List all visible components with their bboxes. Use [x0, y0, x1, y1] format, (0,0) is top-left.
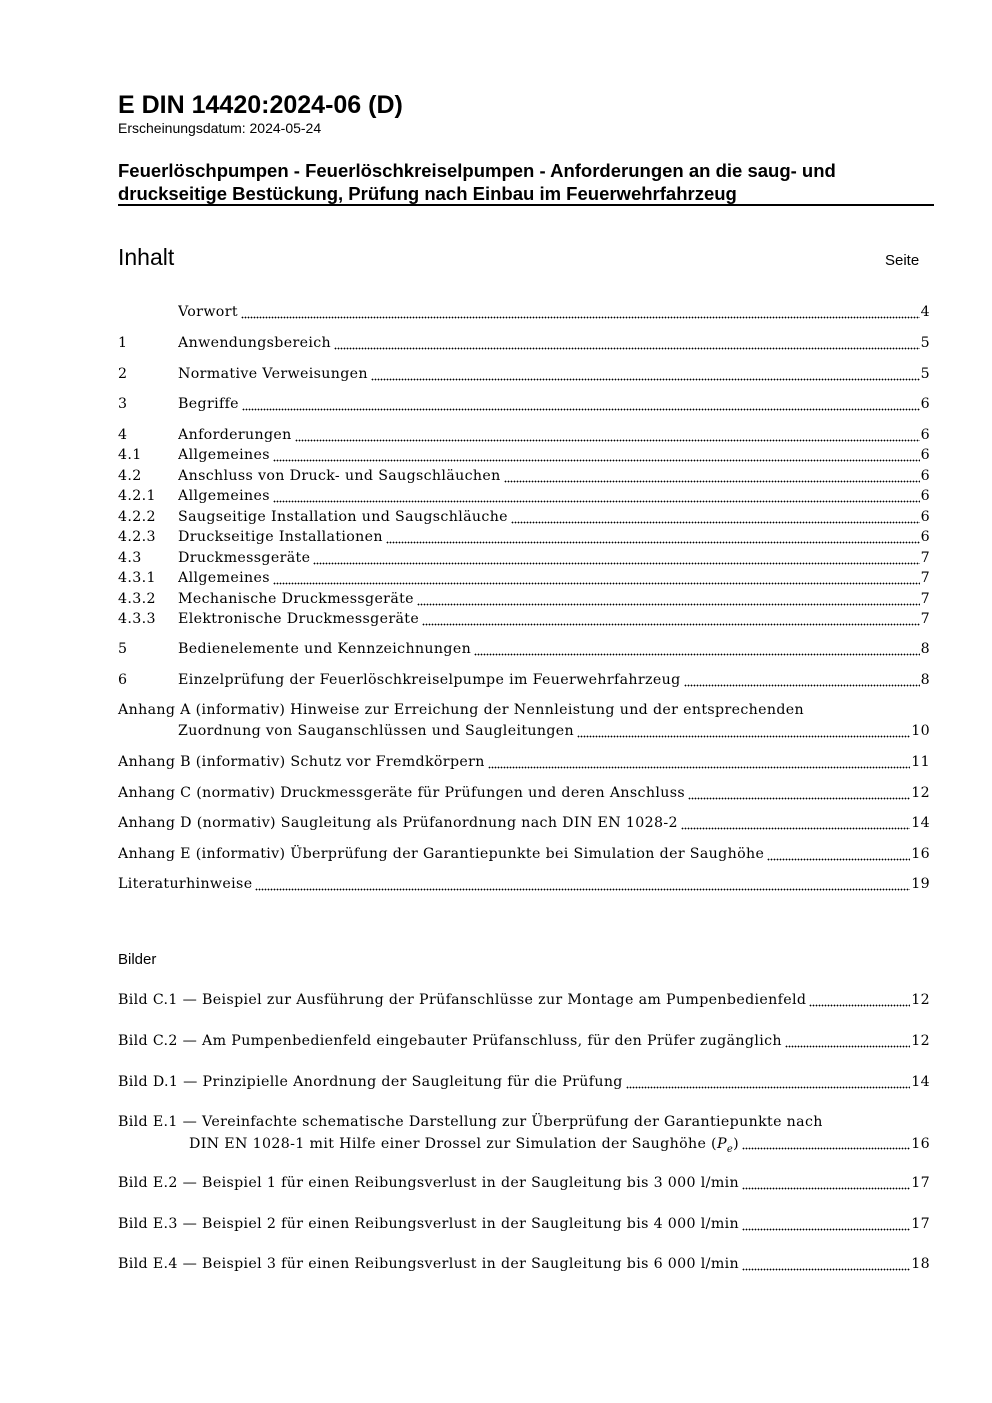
toc-entry-page: 14 [911, 815, 930, 831]
annex-title-line1: Anhang A (informativ) Hinweise zur Erreichung der Nennleistung und der entsprechenden [118, 702, 805, 718]
toc-entry[interactable] [118, 486, 930, 506]
figure-entry-page: 17 [911, 1216, 930, 1232]
dot-leader [371, 364, 920, 384]
toc-annex-entry[interactable] [118, 752, 930, 772]
toc-entry-number: 4.3.3 [118, 611, 156, 627]
toc-entry-title: Anwendungsbereich [178, 335, 332, 351]
toc-entry[interactable] [118, 527, 930, 547]
dot-leader [255, 874, 910, 894]
toc-entry-number: 1 [118, 335, 128, 351]
dot-leader [785, 1031, 910, 1051]
toc-entry-title: Anforderungen [178, 427, 292, 443]
toc-annex-entry[interactable] [118, 844, 930, 864]
toc-entry[interactable] [118, 302, 930, 322]
toc-entry-title: Vorwort [178, 304, 238, 320]
toc-entry-page: 6 [920, 509, 930, 525]
toc-annex-entry[interactable] [118, 700, 930, 742]
toc-heading: Inhalt [118, 244, 175, 270]
toc-entry-page: 7 [920, 611, 930, 627]
toc-annex-entry[interactable] [118, 813, 930, 833]
title-divider [118, 204, 934, 206]
toc-entry-title: Begriffe [178, 396, 239, 412]
page-column-label: Seite [885, 252, 920, 269]
dot-leader [422, 609, 920, 629]
toc-entry-page: 16 [911, 846, 930, 862]
figure-entry-page: 17 [911, 1175, 930, 1191]
toc-entry-number: 3 [118, 396, 128, 412]
figure-entry[interactable] [118, 1254, 930, 1274]
dot-leader [417, 589, 920, 609]
annex-title-line2: Zuordnung von Sauganschlüssen und Saugleitungen [178, 723, 575, 739]
toc-entry[interactable] [118, 548, 930, 568]
dot-leader [241, 302, 920, 322]
toc-entry-page: 10 [911, 723, 930, 739]
toc-entry-page: 6 [920, 529, 930, 545]
toc-entry-number: 2 [118, 366, 128, 382]
figure-entry[interactable] [118, 1031, 930, 1051]
toc-entry-page: 12 [911, 785, 930, 801]
toc-entry-page: 19 [911, 876, 930, 892]
toc-entry-page: 8 [920, 641, 930, 657]
toc-entry[interactable] [118, 874, 930, 894]
dot-leader [688, 783, 910, 803]
toc-entry-page: 4 [920, 304, 930, 320]
toc-entry-number: 4 [118, 427, 128, 443]
toc-entry-number: 4.2.1 [118, 488, 156, 504]
dot-leader [273, 568, 920, 588]
dot-leader [334, 333, 920, 353]
figure-entry-page: 14 [911, 1074, 930, 1090]
toc-entry[interactable] [118, 445, 930, 465]
toc-entry-number: 5 [118, 641, 128, 657]
toc-entry[interactable] [118, 507, 930, 527]
pressure-symbol: P [716, 1136, 727, 1152]
dot-leader [474, 639, 920, 659]
dot-leader [488, 752, 910, 772]
publication-date: Erscheinungsdatum: 2024-05-24 [118, 120, 322, 136]
dot-leader [809, 990, 910, 1010]
figure-entry[interactable] [118, 1214, 930, 1234]
toc-entry-page: 6 [920, 427, 930, 443]
toc-entry-title: Anhang B (informativ) Schutz vor Fremdkörpern [118, 754, 485, 770]
toc-entry[interactable] [118, 670, 930, 690]
toc-entry-title: Allgemeines [178, 447, 270, 463]
toc-entry-page: 6 [920, 447, 930, 463]
toc-entry-title: Druckseitige Installationen [178, 529, 383, 545]
toc-entry-title: Druckmessgeräte [178, 550, 311, 566]
dot-leader [242, 394, 920, 414]
toc-entry-number: 4.3 [118, 550, 142, 566]
toc-entry-title: Elektronische Druckmessgeräte [178, 611, 420, 627]
toc-entry[interactable] [118, 609, 930, 629]
dot-leader [626, 1072, 910, 1092]
toc-entry-page: 7 [920, 591, 930, 607]
toc-entry[interactable] [118, 333, 930, 353]
toc-entry-page: 6 [920, 468, 930, 484]
toc-entry-title: Normative Verweisungen [178, 366, 368, 382]
dot-leader [742, 1173, 910, 1193]
toc-entry[interactable] [118, 568, 930, 588]
toc-entry[interactable] [118, 466, 930, 486]
figure-entry-title: Bild E.2 — Beispiel 1 für einen Reibungsverlust in der Saugleitung bis 3 000 l/min [118, 1175, 739, 1191]
figure-entry-title-line1: Bild E.1 — Vereinfachte schematische Darstellung zur Überprüfung der Garantiepunkte nach [118, 1114, 823, 1130]
figure-entry-title: Bild C.1 — Beispiel zur Ausführung der Prüfanschlüsse zur Montage am Pumpenbedienfeld [118, 992, 807, 1008]
toc-entry-number: 4.2 [118, 468, 142, 484]
toc-entry-title: Bedienelemente und Kennzeichnungen [178, 641, 472, 657]
figure-entry-title: Bild C.2 — Am Pumpenbedienfeld eingebauter Prüfanschluss, für den Prüfer zugänglich [118, 1033, 782, 1049]
dot-leader [577, 721, 910, 742]
pressure-subscript: e [726, 1143, 734, 1155]
toc-entry-page: 5 [920, 366, 930, 382]
figure-entry-page: 18 [911, 1256, 930, 1272]
toc-entry-title: Allgemeines [178, 570, 270, 586]
toc-entry-title: Einzelprüfung der Feuerlöschkreiselpumpe im Feuerwehrfahrzeug [178, 672, 681, 688]
toc-entry[interactable] [118, 394, 930, 414]
toc-entry-title: Anschluss von Druck- und Saugschläuchen [178, 468, 501, 484]
toc-entry-number: 4.1 [118, 447, 142, 463]
dot-leader [511, 507, 920, 527]
toc-entry-number: 4.2.3 [118, 529, 156, 545]
toc-entry-title: Mechanische Druckmessgeräte [178, 591, 414, 607]
toc-entry-number: 4.3.1 [118, 570, 156, 586]
toc-entry-title: Allgemeines [178, 488, 270, 504]
figure-entry[interactable] [118, 1173, 930, 1193]
toc-entry-title: Anhang E (informativ) Überprüfung der Garantiepunkte bei Simulation der Saughöhe [118, 846, 765, 862]
figure-entry[interactable] [118, 1072, 930, 1092]
figure-entry[interactable] [118, 1111, 930, 1161]
dot-leader [313, 548, 919, 568]
figure-entry-title-line2: DIN EN 1028-1 mit Hilfe einer Drossel zur Simulation der Saughöhe $(P_e)$ [189, 1136, 740, 1155]
document-id: E DIN 14420:2024-06 (D) [118, 91, 403, 119]
toc-entry[interactable] [118, 639, 930, 659]
toc-entry[interactable] [118, 425, 930, 445]
toc-entry[interactable] [118, 589, 930, 609]
toc-entry-page: 6 [920, 488, 930, 504]
toc-entry-number: 6 [118, 672, 128, 688]
figure-entry-page: 12 [911, 992, 930, 1008]
toc-entry-title: Literaturhinweise [118, 876, 253, 892]
toc-entry-title: Anhang C (normativ) Druckmessgeräte für Prüfungen und deren Anschluss [118, 785, 685, 801]
toc-entry-page: 8 [920, 672, 930, 688]
figure-entry-title: Bild E.4 — Beispiel 3 für einen Reibungsverlust in der Saugleitung bis 6 000 l/min [118, 1256, 739, 1272]
toc-annex-entry[interactable] [118, 783, 930, 803]
dot-leader [681, 813, 910, 833]
dot-leader [504, 466, 920, 486]
figure-entry-page: 12 [911, 1033, 930, 1049]
toc-entry-page: 5 [920, 335, 930, 351]
toc-entry-page: 6 [920, 396, 930, 412]
toc-entry-number: 4.3.2 [118, 591, 156, 607]
dot-leader [273, 486, 920, 506]
figure-entry-page: 16 [911, 1136, 930, 1152]
figure-entry-title: Bild E.3 — Beispiel 2 für einen Reibungsverlust in der Saugleitung bis 4 000 l/min [118, 1216, 739, 1232]
figure-entry-title: Bild D.1 — Prinzipielle Anordnung der Saugleitung für die Prüfung [118, 1074, 623, 1090]
dot-leader [295, 425, 920, 445]
document-title: Feuerlöschpumpen - Feuerlöschkreiselpumpen - Anforderungen an die saug- und druckseitige Bestückung, Prüfung nach Einbau im Feuerwehrfahrzeug [118, 160, 836, 204]
dot-leader [767, 844, 910, 864]
toc-entry-title: Saugseitige Installation und Saugschläuche [178, 509, 508, 525]
dot-leader [742, 1254, 910, 1274]
figure-entry[interactable] [118, 990, 930, 1010]
dot-leader [684, 670, 920, 690]
toc-entry-page: 7 [920, 570, 930, 586]
toc-entry-page: 11 [911, 754, 930, 770]
toc-entry-title: Anhang D (normativ) Saugleitung als Prüfanordnung nach DIN EN 1028-2 [118, 815, 678, 831]
dot-leader [742, 1214, 910, 1234]
dot-leader [386, 527, 920, 547]
dot-leader [273, 445, 920, 465]
figures-heading: Bilder [118, 951, 157, 968]
dot-leader [742, 1133, 910, 1161]
toc-entry-page: 7 [920, 550, 930, 566]
toc-entry[interactable] [118, 364, 930, 384]
toc-entry-number: 4.2.2 [118, 509, 156, 525]
